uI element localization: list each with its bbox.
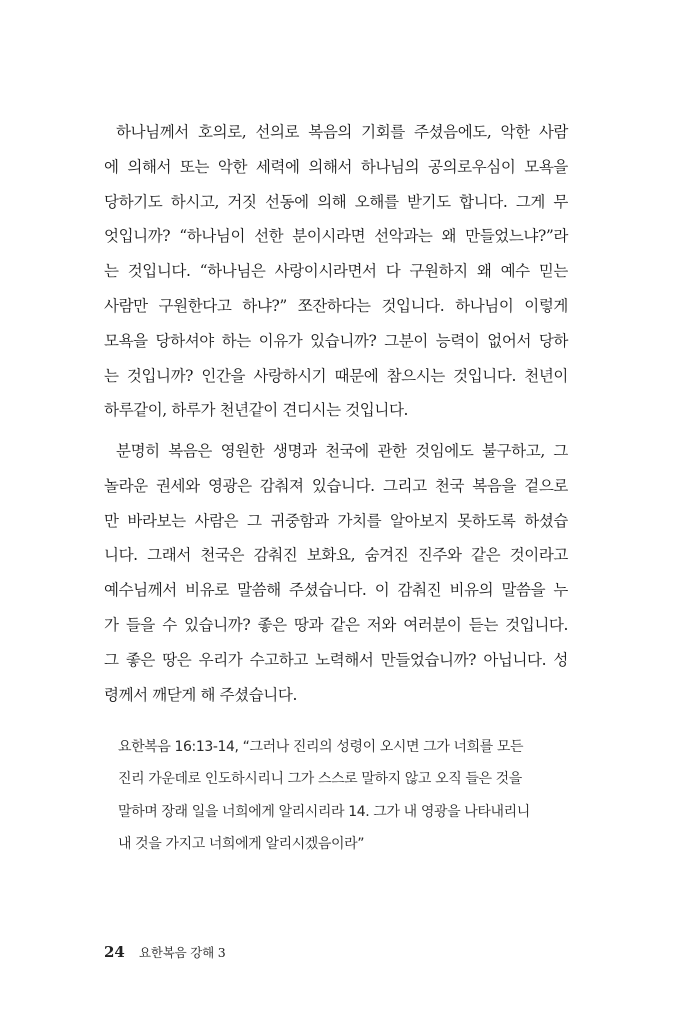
paragraph-line: 그 좋은 땅은 우리가 수고하고 노력해서 만들었습니까? 아닙니다. 성: [104, 650, 568, 669]
paragraph-line: 만 바라보는 사람은 그 귀중함과 가치를 알아보지 못하도록 하셨습: [104, 511, 568, 530]
paragraph-line: 하나님께서 호의로, 선의로 복음의 기회를 주셨음에도, 악한 사람: [116, 123, 568, 141]
paragraph-2: [104, 434, 568, 712]
quote-line: 내 것을 가지고 너희에게 알리시겠음이라”: [118, 835, 365, 852]
quote-line: 요한복음 16:13-14, “그러나 진리의 성령이 오시면 그가 너희를 모든: [118, 739, 524, 755]
paragraph-line: 모욕을 당하셔야 하는 이유가 있습니까? 그분이 능력이 없어서 당하: [104, 331, 568, 350]
paragraph-line: 하루같이, 하루가 천년같이 견디시는 것입니다.: [104, 401, 409, 420]
paragraph-line: 가 들을 수 있습니까? 좋은 땅과 같은 저와 여러분이 듣는 것입니다.: [104, 615, 568, 634]
quote-line: 말하며 장래 일을 너희에게 알리시리라 14. 그가 내 영광을 나타내리니: [118, 803, 530, 820]
paragraph-line: 놀라운 권세와 영광은 감춰져 있습니다. 그리고 천국 복음을 겉으로: [104, 476, 568, 495]
page-footer: [104, 942, 226, 961]
paragraph-line: 에 의해서 또는 악한 세력에 의해서 하나님의 공의로우심이 모욕을: [104, 157, 568, 176]
paragraph-line: 는 것입니다. “하나님은 사랑이시라면서 다 구원하지 왜 예수 믿는: [104, 262, 568, 281]
paragraph-line: 령께서 깨닫게 해 주셨습니다.: [104, 685, 297, 704]
paragraph-line: 사람만 구원한다고 하냐?” 쪼잔하다는 것입니다. 하나님이 이렇게: [104, 296, 568, 315]
running-title: 요한복음 강해 3: [138, 945, 226, 960]
paragraph-1: [104, 115, 568, 428]
paragraph-line: 니다. 그래서 천국은 감춰진 보화요, 숨겨진 진주와 같은 것이라고: [104, 546, 568, 565]
quote-line: 진리 가운데로 인도하시리니 그가 스스로 말하지 않고 오직 들은 것을: [118, 771, 522, 788]
scripture-quote: [118, 731, 558, 860]
page-number: 24: [104, 943, 125, 961]
paragraph-line: 엇입니까? “하나님이 선한 분이시라면 선악과는 왜 만들었느냐?”라: [104, 227, 568, 246]
paragraph-line: 예수님께서 비유로 말씀해 주셨습니다. 이 감춰진 비유의 말씀을 누: [104, 581, 568, 600]
paragraph-line: 는 것입니까? 인간을 사랑하시기 때문에 참으시는 것입니다. 천년이: [104, 366, 568, 385]
paragraph-line: 당하기도 하시고, 거짓 선동에 의해 오해를 받기도 합니다. 그게 무: [104, 192, 568, 211]
paragraph-line: 분명히 복음은 영원한 생명과 천국에 관한 것임에도 불구하고, 그: [116, 442, 568, 460]
